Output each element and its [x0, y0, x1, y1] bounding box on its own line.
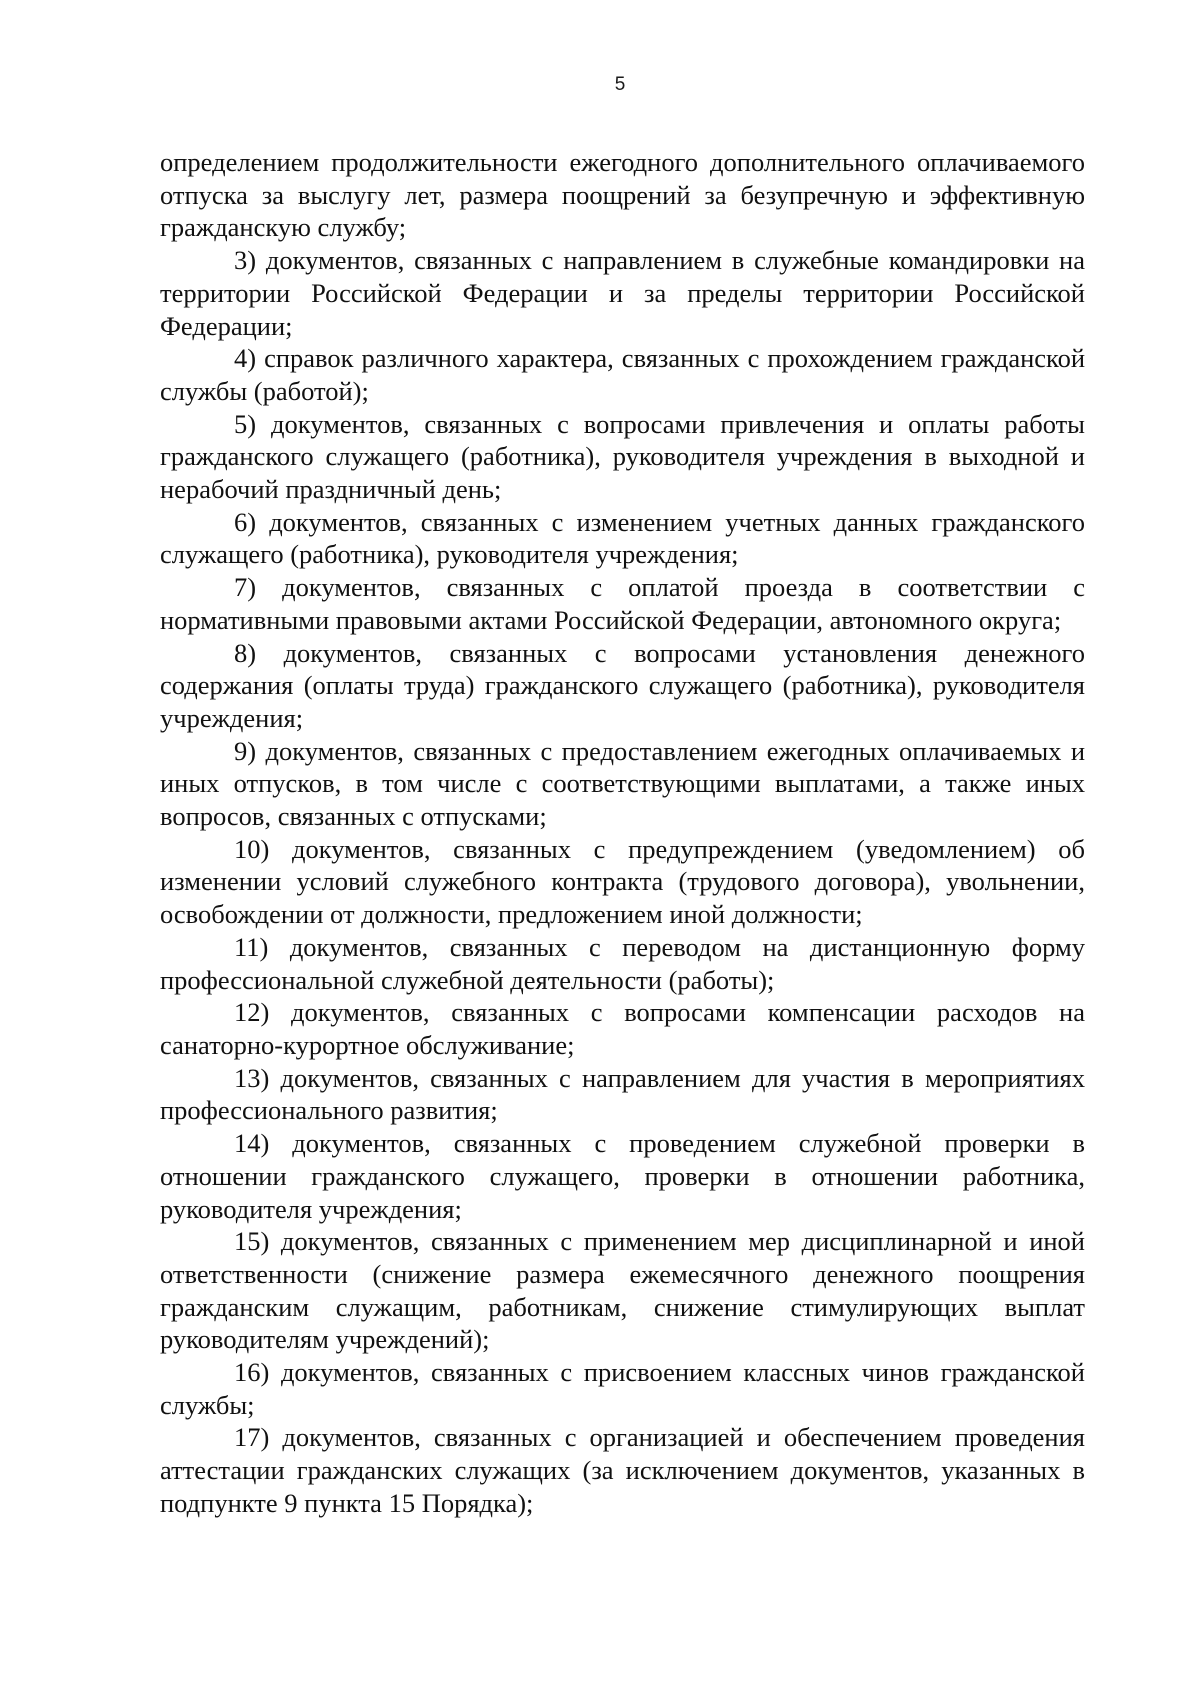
list-item-15: 15) документов, связанных с применением мер дисциплинарной и иной ответственности (снижение размера ежемесячного денежного поощрения гражданским служащим, работникам, снижение стимулирующих выплат руководителям учреждений);	[160, 1226, 1085, 1355]
document-body	[160, 146, 1085, 1520]
list-item-5: 5) документов, связанных с вопросами привлечения и оплаты работы гражданского служащего (работника), руководителя учреждения в выходной и нерабочий праздничный день;	[160, 408, 1085, 505]
list-item-16: 16) документов, связанных с присвоением классных чинов гражданской службы;	[160, 1357, 1085, 1420]
list-item-11: 11) документов, связанных с переводом на дистанционную форму профессиональной служебной деятельности (работы);	[160, 931, 1085, 995]
list-item-14: 14) документов, связанных с проведением служебной проверки в отношении гражданского служащего, проверки в отношении работника, руководителя учреждения;	[160, 1128, 1085, 1224]
paragraph-continuation: определением продолжительности ежегодного дополнительного оплачиваемого отпуска за выслугу лет, размера поощрений за безупречную и эффективную гражданскую службу;	[160, 147, 1085, 243]
list-item-10: 10) документов, связанных с предупреждением (уведомлением) об изменении условий служебного контракта (трудового договора), увольнении, освобождении от должности, предложением иной должности;	[160, 833, 1085, 930]
list-item-6: 6) документов, связанных с изменением учетных данных гражданского служащего (работника), руководителя учреждения;	[160, 506, 1085, 570]
list-item-4: 4) справок различного характера, связанных с прохождением гражданской службы (работой);	[160, 343, 1085, 406]
list-item-12: 12) документов, связанных с вопросами компенсации расходов на санаторно-курортное обслуживание;	[160, 997, 1085, 1060]
list-item-7: 7) документов, связанных с оплатой проезда в соответствии с нормативными правовыми актами Российской Федерации, автономного округа;	[160, 572, 1085, 635]
list-item-3: 3) документов, связанных с направлением в служебные командировки на территории Российской Федерации и за пределы территории Российской Федерации;	[160, 245, 1085, 341]
list-item-13: 13) документов, связанных с направлением для участия в мероприятиях профессионального развития;	[160, 1062, 1085, 1126]
list-item-8: 8) документов, связанных с вопросами установления денежного содержания (оплаты труда) гражданского служащего (работника), руководителя учреждения;	[160, 637, 1085, 733]
list-item-17: 17) документов, связанных с организацией и обеспечением проведения аттестации гражданских служащих (за исключением документов, указанных в подпункте 9 пункта 15 Порядка);	[160, 1422, 1085, 1518]
page-number: 5	[614, 74, 626, 95]
list-item-9: 9) документов, связанных с предоставлением ежегодных оплачиваемых и иных отпусков, в том числе с соответствующими выплатами, а также иных вопросов, связанных с отпусками;	[160, 735, 1085, 832]
